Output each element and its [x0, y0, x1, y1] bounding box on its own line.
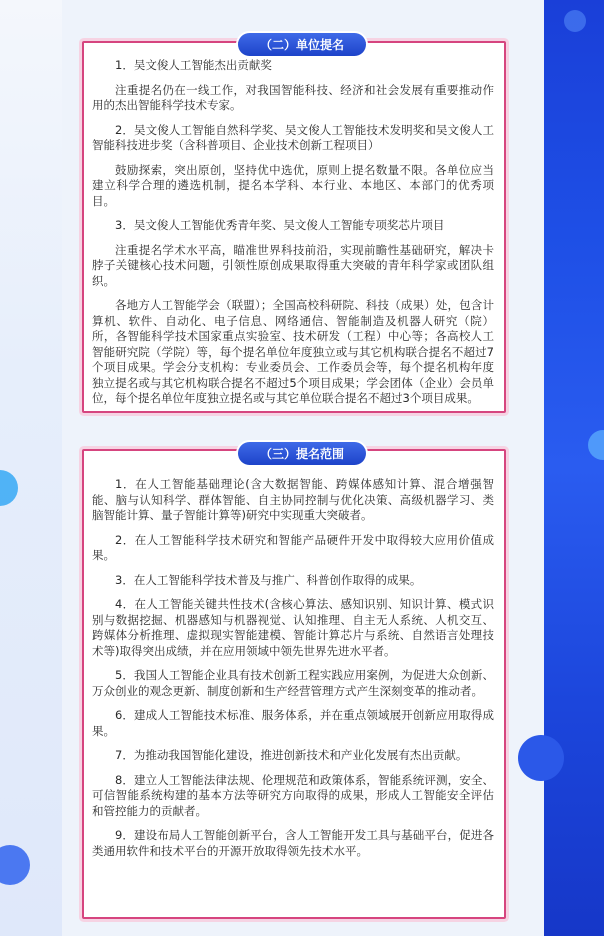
paragraph: 4．在人工智能关键共性技术(含核心算法、感知识别、知识计算、模式识别与数据挖掘、机器感知与机器视觉、认知推理、自主无人系统、人机交互、跨媒体分析推理、虚拟现实智能建模、智能计算芯片与系统、自然语言处理技术等)取得突出成绩，并在应用领域中领先世界先进水平者。: [92, 597, 494, 658]
paragraph: 3．在人工智能科学技术普及与推广、科普创作取得的成果。: [115, 572, 422, 587]
background-right-band: [544, 0, 604, 936]
section-content-nomination-scope: [92, 477, 494, 868]
paragraph: 鼓励探索，突出原创，坚持优中选优，原则上提名数量不限。各单位应当建立科学合理的遴选机制，提名本学科、本行业、本地区、本部门的优秀项目。: [92, 162, 494, 208]
decorative-circle: [564, 10, 586, 32]
paragraph: 9．建设布局人工智能创新平台，含人工智能开发工具与基础平台，促进各类通用软件和技术平台的开源开放取得领先技术水平。: [92, 828, 494, 858]
paragraph: 5．我国人工智能企业具有技术创新工程实践应用案例，为促进大众创新、万众创业的观念更新、制度创新和生产经营管理方式产生深刻变革的推动者。: [92, 668, 494, 698]
paragraph: 8．建立人工智能法律法规、伦理规范和政策体系，智能系统评测，安全、可信智能系统构建的基本方法等研究方向取得的成果，形成人工智能安全评估和管控能力的贡献者。: [92, 772, 494, 818]
decorative-circle: [518, 735, 564, 781]
paragraph: 注重提名仍在一线工作，对我国智能科技、经济和社会发展有重要推动作用的杰出智能科学技术专家。: [92, 82, 494, 112]
paragraph: 1．吴文俊人工智能杰出贡献奖: [115, 58, 272, 72]
section-title-nomination-scope: （三）提名范围: [238, 442, 366, 465]
paragraph: 3．吴文俊人工智能优秀青年奖、吴文俊人工智能专项奖芯片项目: [115, 218, 445, 232]
paragraph: 6．建成人工智能技术标准、服务体系，并在重点领域展开创新应用取得成果。: [92, 708, 494, 738]
paragraph: 2．吴文俊人工智能自然科学奖、吴文俊人工智能技术发明奖和吴文俊人工智能科技进步奖（含科普项目、企业技术创新工程项目）: [92, 122, 494, 152]
section-content-unit-nomination: [92, 58, 494, 416]
section-title-unit-nomination: （二）单位提名: [238, 33, 366, 56]
paragraph: 各地方人工智能学会（联盟）；全国高校科研院、科技（成果）处，包含计算机、软件、自动化、电子信息、网络通信、智能制造及机器人研究（院）所，各智能科学技术国家重点实验室、技术研发（工程）中心等；各高校人工智能研究院（学院）等，每个提名单位年度独立或与其它机构联合提名不超过7个项目成果。学会分支机构：专业委员会、工作委员会等，每个提名机构年度独立提名或与其它机构联合提名不超过5个项目成果；学会团体（企业）会员单位，每个提名单位年度独立提名或与其它单位联合提名不超过3个项目成果。: [92, 298, 494, 405]
background-left: [0, 0, 62, 936]
paragraph: 7．为推动我国智能化建设，推进创新技术和产业化发展有杰出贡献。: [115, 748, 468, 762]
paragraph: 2．在人工智能科学技术研究和智能产品硬件开发中取得较大应用价值成果。: [92, 532, 494, 562]
paragraph: 注重提名学术水平高，瞄准世界科技前沿，实现前瞻性基础研究，解决卡脖子关键核心技术问题，引领性原创成果取得重大突破的青年科学家或团队组织。: [92, 242, 494, 288]
paragraph: 1．在人工智能基础理论(含大数据智能、跨媒体感知计算、混合增强智能、脑与认知科学、群体智能、自主协同控制与优化决策、高级机器学习、类脑智能计算、量子智能计算等)研究中实现重大突破者。: [92, 477, 494, 522]
